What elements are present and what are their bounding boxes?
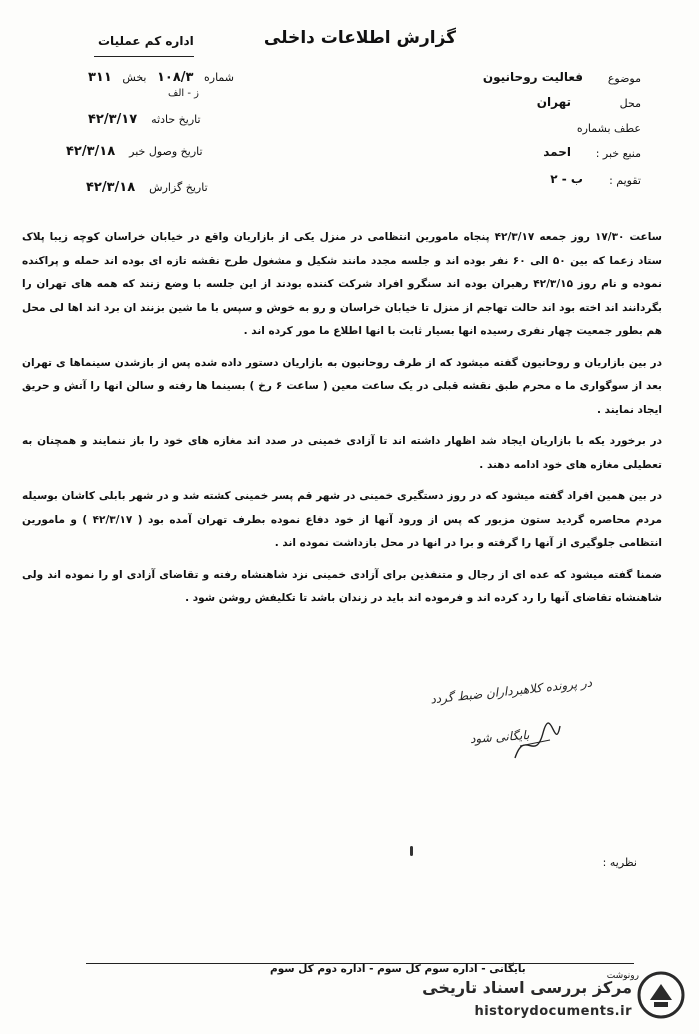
report-body xyxy=(22,226,662,619)
number-sub-field xyxy=(168,88,199,99)
reference-field xyxy=(577,122,641,135)
number-sub: ز - الف xyxy=(168,88,199,99)
report-date-value: ۴۲/۳/۱۸ xyxy=(86,180,136,195)
handwritten-note: در پرونده کلاهبرداران ضبط گردد xyxy=(429,675,593,707)
watermark-persian: مرکز بررسی اسناد تاریخی xyxy=(422,978,632,997)
report-date-label: تاریخ گزارش xyxy=(149,181,208,194)
watermark xyxy=(380,968,692,1028)
number-field xyxy=(88,70,234,85)
location-label: محل xyxy=(619,97,641,110)
pen-mark xyxy=(410,846,413,856)
opinion-label: نظریه : xyxy=(602,856,637,869)
number-value: ۱۰۸/۳ xyxy=(157,70,194,85)
incident-date-value: ۴۲/۳/۱۷ xyxy=(88,112,138,127)
body-paragraph: ضمنا گفته میشود که عده ای از رجال و متنفذین برای آزادی خمینی نزد شاهنشاه رفته و تقاضای آزادی او را نموده اند ولی شاهنشاه تقاضای آنها را رد کرده اند و فرموده اند باید در زندان باشد تا تکلیفش روشن شود . xyxy=(22,568,662,604)
subject-label: موضوع xyxy=(607,72,641,85)
watermark-url: historydocuments.ir xyxy=(474,1004,632,1019)
rating-field xyxy=(550,172,641,187)
distribution-list: بایگانی - اداره سوم کل سوم - اداره دوم کل سوم xyxy=(270,963,526,975)
cc-label: رونوشت xyxy=(606,971,639,981)
rating-value: ب - ۲ xyxy=(550,172,583,186)
body-paragraph: در برخورد یکه با بازاریان ایجاد شد اظهار داشته اند تا آزادی خمینی در صدد اند مغازه های خود را باز ننمایند و همچنان به تعطیلی مغازه های خود ادامه دهند . xyxy=(22,435,662,471)
body-paragraph: ساعت ۱۷/۳۰ روز جمعه ۴۲/۳/۱۷ پنجاه مامورین انتظامی در منزل یکی از بازاریان واقع در خیابان خراسان کوچه زیبا پلاک ستاد زعما که بین ۵۰ الی ۶۰ نفر بوده اند و جلسه مجدد مانند شکیل و مشغول طرح نقشه تازه ای بوده اند حمله و پراکنده نموده و نام روز ۴۲/۳/۱۵ رهبران بوده اند سنگرو افراد شرکت کننده بودند از این جلسه با وضع زنند که همه های تهران را بگردانند اند اخته بود اند حالت تهاجم از منزل تا خیابان خراسان و رو به خوش و سپس با ما شین بزنند ان برد اند اها لی محل هم بطور جمعیت چهار نفری رسیده انها بسیار ثابت با انها اطلاع ما مور کرده اند . xyxy=(22,231,662,337)
incident-date-label: تاریخ حادثه xyxy=(151,113,201,126)
subject-field xyxy=(482,70,641,85)
section-label: بخش xyxy=(122,71,147,84)
source-value: احمد xyxy=(543,145,571,159)
rating-label: تقویم : xyxy=(609,174,641,187)
number-label: شماره xyxy=(204,71,235,84)
subject-value: فعالیت روحانیون xyxy=(482,70,583,84)
handwritten-note: بایگانی شود xyxy=(469,727,530,747)
body-paragraph: در بین بازاریان و روحانیون گفته میشود که از طرف روحانیون به بازاریان دستور داده شده پس از بازشدن سینماها ی تهران بعد از سوگواری ما ه محرم طبق نقشه قبلی در یک ساعت معین ( ساعت ۶ رخ ) بسینما ها رفته و سالن انها را آتش و حریق ایجاد نمایند . xyxy=(22,356,662,416)
location-field xyxy=(536,95,641,110)
reference-label: عطف بشماره xyxy=(576,122,641,135)
report-date-field xyxy=(86,180,208,195)
body-paragraph: در بین همین افراد گفته میشود که در روز دستگیری خمینی در شهر قم پسر خمینی کشته شد و در شهر بابلی کاشان بوسیله مردم محاصره گردید ستون مزبور که پس از ورود آنها از خود دفاع نموده بطرف تهران آمده بود ( ۴۲/۳/۱۷ ) و مامورین انتظامی جلوگیری از آنها را گرفته و برا در انها در محل بازداشت نموده اند . xyxy=(22,490,662,549)
receipt-date-field xyxy=(66,144,203,159)
section-value: ۳۱۱ xyxy=(88,70,112,85)
signature-scribble xyxy=(505,718,565,768)
source-field xyxy=(543,145,641,160)
department-name: اداره کم عملیات xyxy=(98,34,194,48)
location-value: تهران xyxy=(536,95,571,109)
incident-date-field xyxy=(88,112,201,127)
archive-logo-icon xyxy=(636,970,686,1020)
department-underline xyxy=(94,56,194,57)
source-label: منبع خبر : xyxy=(595,147,641,160)
document-title: گزارش اطلاعات داخلی xyxy=(263,28,457,48)
receipt-date-label: تاریخ وصول خبر xyxy=(129,145,203,158)
receipt-date-value: ۴۲/۳/۱۸ xyxy=(66,144,116,159)
